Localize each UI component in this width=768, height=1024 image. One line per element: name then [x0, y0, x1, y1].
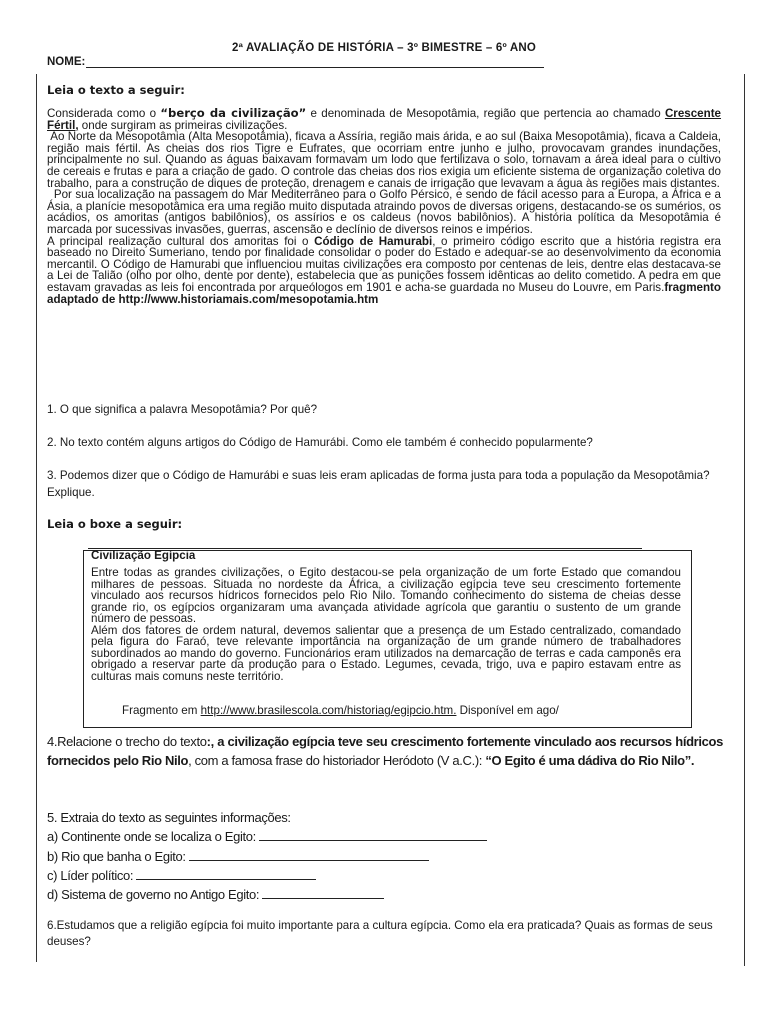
paragraph-1: Considerada como o “berço da civilização” e denominada de Mesopotâmia, região que pertencia ao chamado Crescente Fértil, onde surgiram as primeiras civilizações.: [47, 106, 722, 132]
answer-5c-line[interactable]: [136, 868, 316, 880]
question-5d: d) Sistema de governo no Antigo Egito:: [47, 887, 384, 902]
q4-herodoto-quote: “O Egito é uma dádiva do Rio Nilo”.: [485, 752, 695, 768]
highlight-codigo: Código de Hamurabi: [314, 234, 433, 248]
question-5-title: 5. Extraia do texto as seguintes informações:: [47, 810, 291, 825]
name-blank-line[interactable]: [86, 56, 544, 68]
q4-quote: :, a civilização egípcia teve seu crescimento fortemente vinculado aos recursos hídricos fornecidos pelo Rio Nilo: [47, 734, 723, 768]
source-citation: fragmento adaptado de http://www.historiamais.com/mesopotamia.htm: [47, 280, 721, 306]
question-3: 3. Podemos dizer que o Código de Hamurábi e suas leis eram aplicadas de forma justa para toda a população da Mesopotâmia? Explique.: [47, 469, 710, 499]
box-paragraph-1: Entre todas as grandes civilizações, o Egito destacou-se pela organização de um forte Estado que comandou milhares de pessoas. Situada no nordeste da África, a civilização egípcia teve seu crescimento fortemente vinculado aos recursos hídricos fornecidos pelo Rio Nilo. Tomando conhecimento do sistema de cheias desse grande rio, os egípcios organizaram uma avançada atividade agrícola que garantiu o sustento de um grande número de pessoas.: [91, 566, 681, 625]
answer-5a-line[interactable]: [259, 829, 487, 841]
question-1: 1. O que significa a palavra Mesopotâmia? Por quê?: [47, 403, 318, 416]
name-field[interactable]: [47, 56, 544, 68]
section2-instruction: Leia o boxe a seguir:: [47, 517, 183, 531]
question-2: 2. No texto contém alguns artigos do Código de Hamurábi. Como ele também é conhecido popularmente?: [47, 436, 593, 449]
highlight-berco: “berço da civilização”: [160, 106, 307, 120]
question-5c: c) Líder político:: [47, 868, 316, 883]
answer-5d-line[interactable]: [262, 887, 384, 899]
box-body: [91, 567, 681, 682]
box-source: Fragmento em http://www.brasilescola.com/historiag/egipcio.htm. Disponível em ago/: [122, 704, 559, 717]
question-5a: a) Continente onde se localiza o Egito:: [47, 829, 487, 844]
source-link[interactable]: http://www.brasilescola.com/historiag/egipcio.htm.: [200, 704, 457, 717]
question-4: 4.Relacione o trecho do texto:, a civilização egípcia teve seu crescimento fortemente vinculado aos recursos hídricos fornecidos pelo Rio Nilo, com a famosa frase do historiador Heródoto (V a.C.): “O Egito é uma dádiva do Rio Nilo”.: [47, 734, 723, 768]
question-5b: b) Rio que banha o Egito:: [47, 849, 429, 864]
box-title: Civilização Egípcia: [91, 549, 196, 562]
highlight-crescente: Crescente Fértil,: [47, 107, 722, 132]
mesopotamia-text: [47, 106, 725, 306]
question-6: 6.Estudamos que a religião egípcia foi muito importante para a cultura egípcia. Como ela era praticada? Quais as formas de seus deuses?: [47, 919, 713, 948]
page-border-left: [36, 74, 37, 962]
paragraph-3: Por sua localização na passagem do Mar Mediterrâneo para o Golfo Pérsico, e sendo de fácil acesso para a Europa, a África e a Ásia, a planície mesopotâmica era uma região muito disputada atraindo povos de diversas origens, destacando-se os sumérios, os acádios, os amoritas (antigos babilônios), os assírios e os caldeus (novos babilônios). A história política da Mesopotâmia é marcada por sucessivas invasões, guerras, ascensão e declínio de diversos reinos e impérios.: [47, 188, 725, 236]
box-paragraph-2: Além dos fatores de ordem natural, devemos salientar que a presença de um Estado centralizado, comandado pela figura do Faraó, teve relevante importância na organização de um grande número de trabalhadores subordinados ao mando do governo. Funcionários eram utilizados na demarcação de terras e cada camponês era obrigado a reservar parte da produção para o Estado. Legumes, cevada, trigo, uva e papiro estavam entre as culturas mais comuns neste território.: [91, 623, 681, 683]
answer-5b-line[interactable]: [189, 849, 429, 861]
paragraph-2: Ao Norte da Mesopotâmia (Alta Mesopotâmia), ficava a Assíria, região mais árida, e ao sul (Baixa Mesopotâmia), ficava a Caldeia, região mais fértil. As cheias dos rios Tigre e Eufrates, que ocorriam entre junho e julho, provocavam grandes inundações, principalmente no sul. Quando as águas baixavam formavam um lodo que fertilizava o solo, tornavam a área ideal para o cultivo de cereais e frutas e para a criação de gado. O controle das cheias dos rios exigia um eficiente sistema de organização coletiva do trabalho, para a construção de diques de proteção, drenagem e canais de irrigação que levavam a água às regiões mais distantes.: [47, 130, 725, 190]
page-border-right: [744, 74, 745, 966]
section1-instruction: Leia o texto a seguir:: [47, 83, 185, 97]
exam-title: 2ª AVALIAÇÃO DE HISTÓRIA – 3º BIMESTRE – 6º ANO: [231, 42, 537, 54]
name-label: NOME:: [47, 56, 86, 68]
paragraph-4: A principal realização cultural dos amoritas foi o Código de Hamurabi, o primeiro código escrito que a história registra era baseado no Direito Sumeriano, tendo por finalidade consolidar o poder do Estado e adequar-se ao desenvolvimento da economia mercantil. O Código de Hamurabi que influenciou muitas civilizações era composto por centenas de leis, dentre elas destacava-se a Lei de Talião (olho por olho, dente por dente), estabelecia que as punições fossem idênticas ao delito cometido. A pedra em que estavam gravadas as leis foi encontrada por arqueólogos em 1901 e acha-se guardada no Museu do Louvre, em Paris.fragmento adaptado de http://www.historiamais.com/mesopotamia.htm: [47, 234, 721, 306]
